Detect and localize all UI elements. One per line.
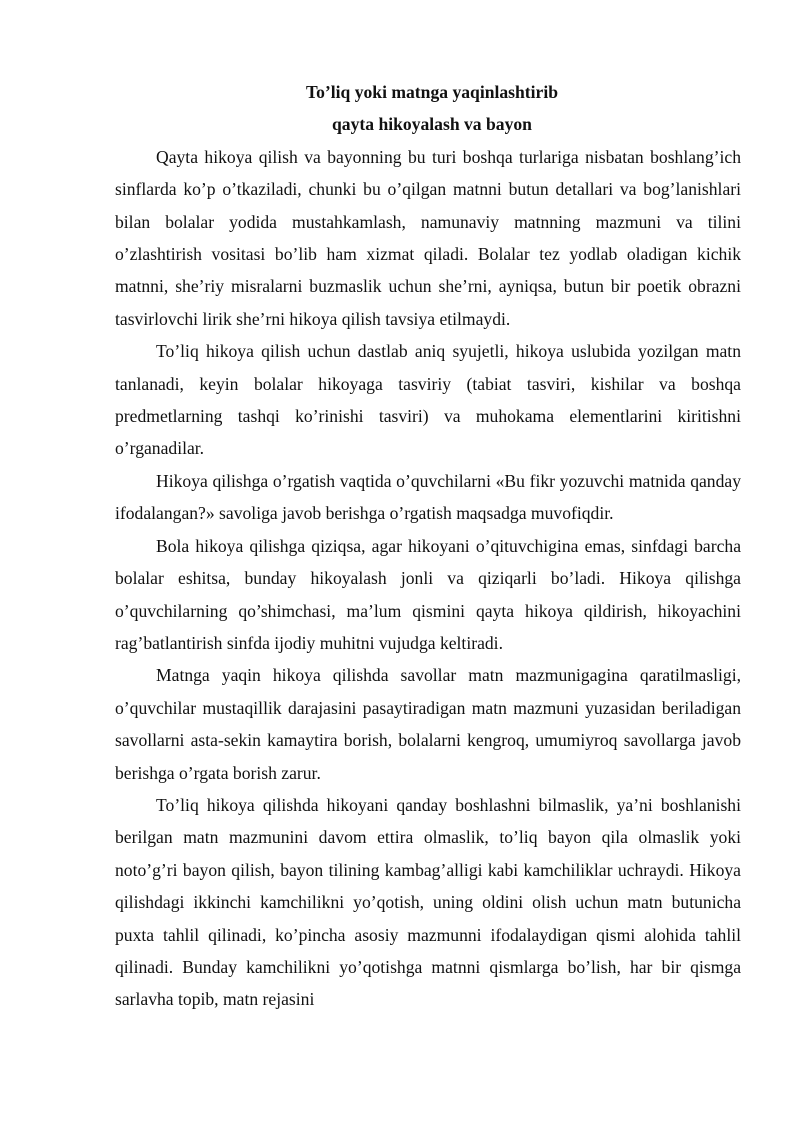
document-title-line-1: To’liq yoki matnga yaqinlashtirib — [305, 82, 559, 102]
paragraph-1: Qayta hikoya qilish va bayonning bu turi boshqa turlariga nisbatan boshlang’ich sinflarda ko’p o’tkaziladi, chunki bu o’qilgan matnni butun detallari va bog’lanishlari bilan bolalar yodida mustahkamlash, namunaviy matnning mazmuni va tilini o’zlashtirish vositasi bo’lib ham xizmat qiladi. Bolalar tez yodlab oladigan kichik matnni, she’riy misralarni buzmaslik uchun she’rni, ayniqsa, butun bir poetik obrazni tasvirlovchi lirik she’rni hikoya qilish tavsiya etilmaydi. — [115, 146, 741, 329]
paragraph-3: Hikoya qilishga o’rgatish vaqtida o’quvchilarni «Bu fikr yozuvchi matnida qanday ifodalangan?» savoliga javob berishga o’rgatish maqsadga muvofiqdir. — [115, 470, 741, 524]
paragraph-4: Bola hikoya qilishga qiziqsa, agar hikoyani o’qituvchigina emas, sinfdagi barcha bolalar eshitsa, bunday hikoyalash jonli va qiziqarli bo’ladi. Hikoya qilishga o’quvchilarning qo’shimchasi, ma’lum qismini qayta hikoya qildirish, hikoyachini rag’batlantirish sinfda ijodiy muhitni vujudga keltiradi. — [115, 535, 741, 653]
paragraph-5: Matnga yaqin hikoya qilishda savollar matn mazmunigagina qaratilmasligi, o’quvchilar mustaqillik darajasini pasaytiradigan matn mazmuni yuzasidan beriladigan savollarni asta-sekin kamaytira borish, bolalarni kengroq, umumiyroq savollarga javob berishga o’rgata borish zarur. — [115, 665, 741, 783]
paragraph-2: To’liq hikoya qilish uchun dastlab aniq syujetli, hikoya uslubida yozilgan matn tanlanadi, keyin bolalar hikoyaga tasviriy (tabiat tasviri, kishilar va boshqa predmetlarning tashqi ko’rinishi tasviri) va muhokama elementlarini kiritishni o’rganadilar. — [115, 341, 741, 459]
paragraph-6: To’liq hikoya qilishda hikoyani qanday boshlashni bilmaslik, ya’ni boshlanishi berilgan matn mazmunini davom ettira olmaslik, to’liq bayon qila olmaslik yoki noto’g’ri bayon qilish, bayon tilining kambag’alligi kabi kamchiliklar uchraydi. Hikoya qilishdagi ikkinchi kamchilikni yo’qotish, uning oldini olish uchun matn butunicha puxta tahlil qilinadi, ko’pincha asosiy mazmunni ifodalaydigan qismi alohida tahlil qilinadi. Bunday kamchilikni yo’qotishga matnni qismlarga bo’lish, har bir qismga sarlavha topib, matn rejasini — [115, 794, 741, 1010]
document-title-line-2: qayta hikoyalash va bayon — [332, 114, 532, 135]
document-page — [115, 76, 741, 1016]
